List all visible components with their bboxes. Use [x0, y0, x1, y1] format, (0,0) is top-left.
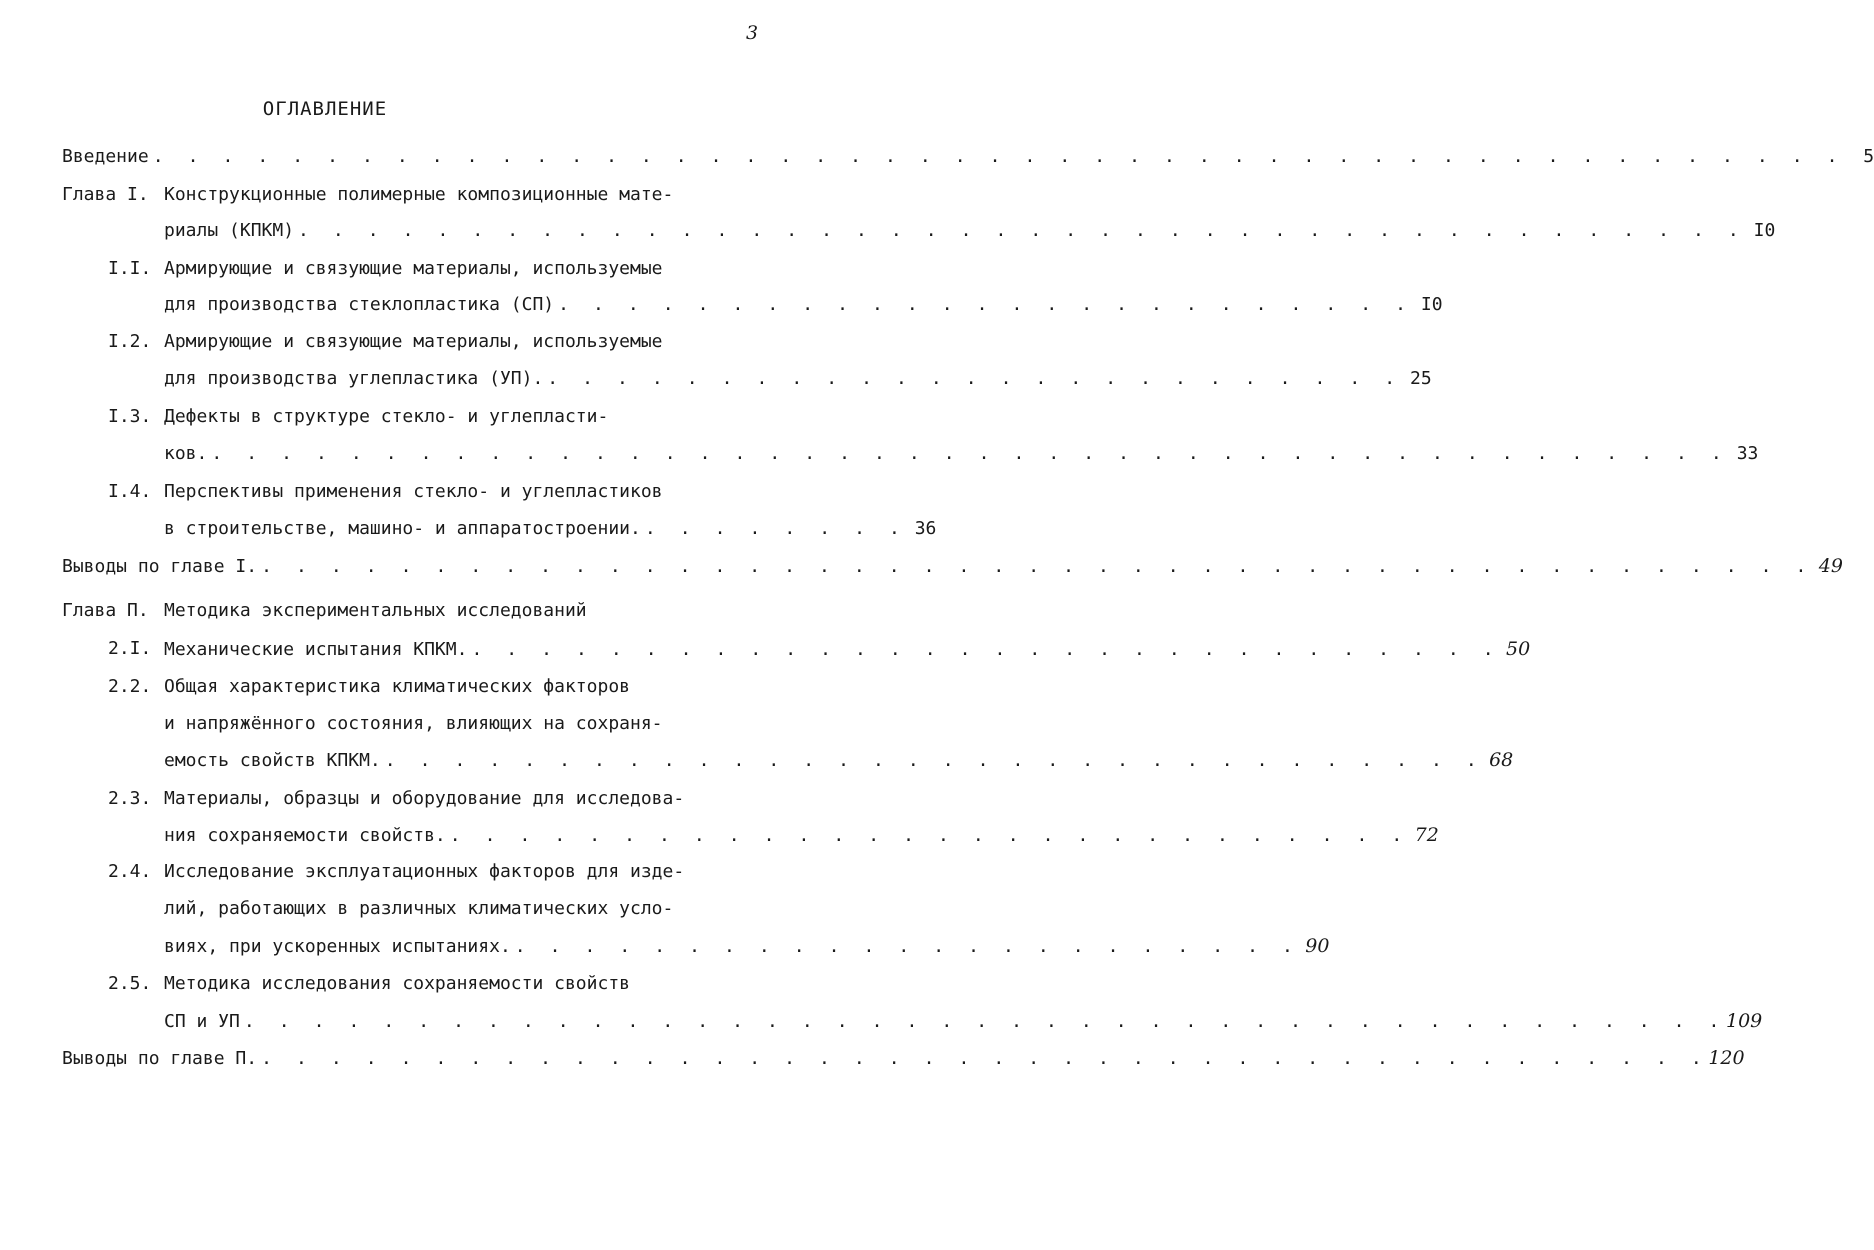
toc-text: Армирующие и связующие материалы, используемые: [164, 258, 663, 279]
toc-page-handwritten: 120: [1708, 1047, 1745, 1069]
toc-text: Перспективы применения стекло- и углепластиков: [164, 481, 663, 502]
leader-dots: . . . . . . . . . . . . . . . . . . . . . . . . . . . . . . . . . . . . . . . . . .: [298, 220, 1746, 241]
toc-page-handwritten: 50: [1506, 638, 1531, 660]
leader-dots: . . . . . . . . . . . . . . . . . . . . . . .: [514, 936, 1300, 957]
toc-number: I.2.: [108, 331, 152, 352]
toc-entry-2-2: [164, 749, 1514, 771]
toc-text: лий, работающих в различных климатических усло-: [164, 898, 674, 919]
toc-text: Общая характеристика климатических факторов: [164, 676, 630, 697]
toc-text: риалы (КПКМ): [164, 220, 295, 241]
toc-page: I0: [1753, 220, 1776, 241]
toc-page-handwritten: 49: [1818, 555, 1843, 577]
toc-text: Введение: [62, 146, 149, 167]
toc-entry-1-1: [164, 294, 1443, 315]
toc-text: и напряжённого состояния, влияющих на сохраня-: [164, 713, 663, 734]
toc-text: Дефекты в структуре стекло- и углепласти-: [164, 406, 609, 427]
toc-entry-2-4: [164, 935, 1330, 957]
toc-text: в строительстве, машино- и аппаратостроении.: [164, 518, 641, 539]
page-number: 3: [746, 22, 759, 44]
toc-text: Исследование эксплуатационных факторов для изде-: [164, 861, 685, 882]
toc-text: ния сохраняемости свойств.: [164, 825, 446, 846]
toc-text: емость свойств КПКМ.: [164, 750, 381, 771]
toc-text: для производства углепластика (УП).: [164, 368, 544, 389]
leader-dots: . . . . . . . . . . . . . . . . . . . . . . . . . . . . . .: [471, 639, 1501, 660]
toc-number: Глава I.: [62, 184, 149, 205]
toc-entry-1-2: [164, 368, 1432, 389]
leader-dots: . . . . . . . . . . . . . . . . . . . . . . . . . . . . . . . . . . . . . . . . . . .: [243, 1011, 1726, 1032]
leader-dots: . . . . . . . . . . . . . . . . . . . . . . . . . . . . . . . . . . . . . . . . . . . . .: [261, 556, 1813, 577]
toc-number: I.4.: [108, 481, 152, 502]
toc-entry-intro: [62, 146, 1874, 167]
leader-dots: . . . . . . . . . . . . . . . . . . . . . . . . . . . .: [449, 825, 1409, 846]
toc-text: Методика исследования сохраняемости свойств: [164, 973, 630, 994]
toc-number: I.I.: [108, 258, 152, 279]
toc-text: ков.: [164, 443, 208, 464]
toc-page: 5: [1863, 146, 1874, 167]
leader-dots: . . . . . . . . . . . . . . . . . . . . . . . . . . . . . . . . . . . . . . . . . . . . . . . . .: [152, 146, 1845, 167]
toc-text: виях, при ускоренных испытаниях.: [164, 936, 511, 957]
toc-page: I0: [1420, 294, 1443, 315]
toc-entry-1-4: [164, 518, 937, 539]
leader-dots: . . . . . . . . . . . . . . . . . . . . . . . . . . . . . . . . . . . . . . . . . . . .: [211, 443, 1729, 464]
toc-entry-chapter-1: [164, 220, 1776, 241]
toc-text: Методика экспериментальных исследований: [164, 600, 587, 621]
toc-text: СП и УП: [164, 1011, 240, 1032]
toc-page-handwritten: 90: [1305, 935, 1330, 957]
toc-text: для производства стеклопластика (СП): [164, 294, 555, 315]
leader-dots: . . . . . . . .: [644, 518, 907, 539]
toc-number: 2.I.: [108, 638, 152, 659]
toc-entry-2-5: [164, 1010, 1763, 1032]
toc-page-handwritten: 68: [1489, 749, 1514, 771]
toc-number: 2.3.: [108, 788, 152, 809]
toc-entry-conclusions-1: [62, 555, 1843, 577]
leader-dots: . . . . . . . . . . . . . . . . . . . . . . . . . . . . . . . . . . . . . . . . . .: [261, 1048, 1709, 1069]
toc-page: 33: [1736, 443, 1759, 464]
toc-page-handwritten: 72: [1414, 824, 1439, 846]
toc-entry-1-3: [164, 443, 1759, 464]
toc-number: I.3.: [108, 406, 152, 427]
toc-number: 2.2.: [108, 676, 152, 697]
toc-page-handwritten: 109: [1726, 1010, 1763, 1032]
toc-number: Глава П.: [62, 600, 149, 621]
toc-text: Конструкционные полимерные композиционные мате-: [164, 184, 674, 205]
toc-text: Армирующие и связующие материалы, используемые: [164, 331, 663, 352]
page-title: ОГЛАВЛЕНИЕ: [262, 98, 388, 120]
toc-text: Материалы, образцы и оборудование для исследова-: [164, 788, 685, 809]
leader-dots: . . . . . . . . . . . . . . . . . . . . . . . . .: [558, 294, 1413, 315]
toc-page: 36: [914, 518, 937, 539]
toc-entry-2-3: [164, 824, 1439, 846]
toc-number: 2.4.: [108, 861, 152, 882]
toc-page: 25: [1410, 368, 1432, 389]
toc-entry-conclusions-2: [62, 1047, 1745, 1069]
leader-dots: . . . . . . . . . . . . . . . . . . . . . . . . . . . . . . . .: [384, 750, 1484, 771]
leader-dots: . . . . . . . . . . . . . . . . . . . . . . . . .: [547, 368, 1402, 389]
toc-text: Механические испытания КПКМ.: [164, 639, 468, 660]
toc-text: Выводы по главе I.: [62, 556, 258, 577]
toc-text: Выводы по главе П.: [62, 1048, 258, 1069]
toc-number: 2.5.: [108, 973, 152, 994]
toc-entry-2-1: [164, 638, 1531, 660]
